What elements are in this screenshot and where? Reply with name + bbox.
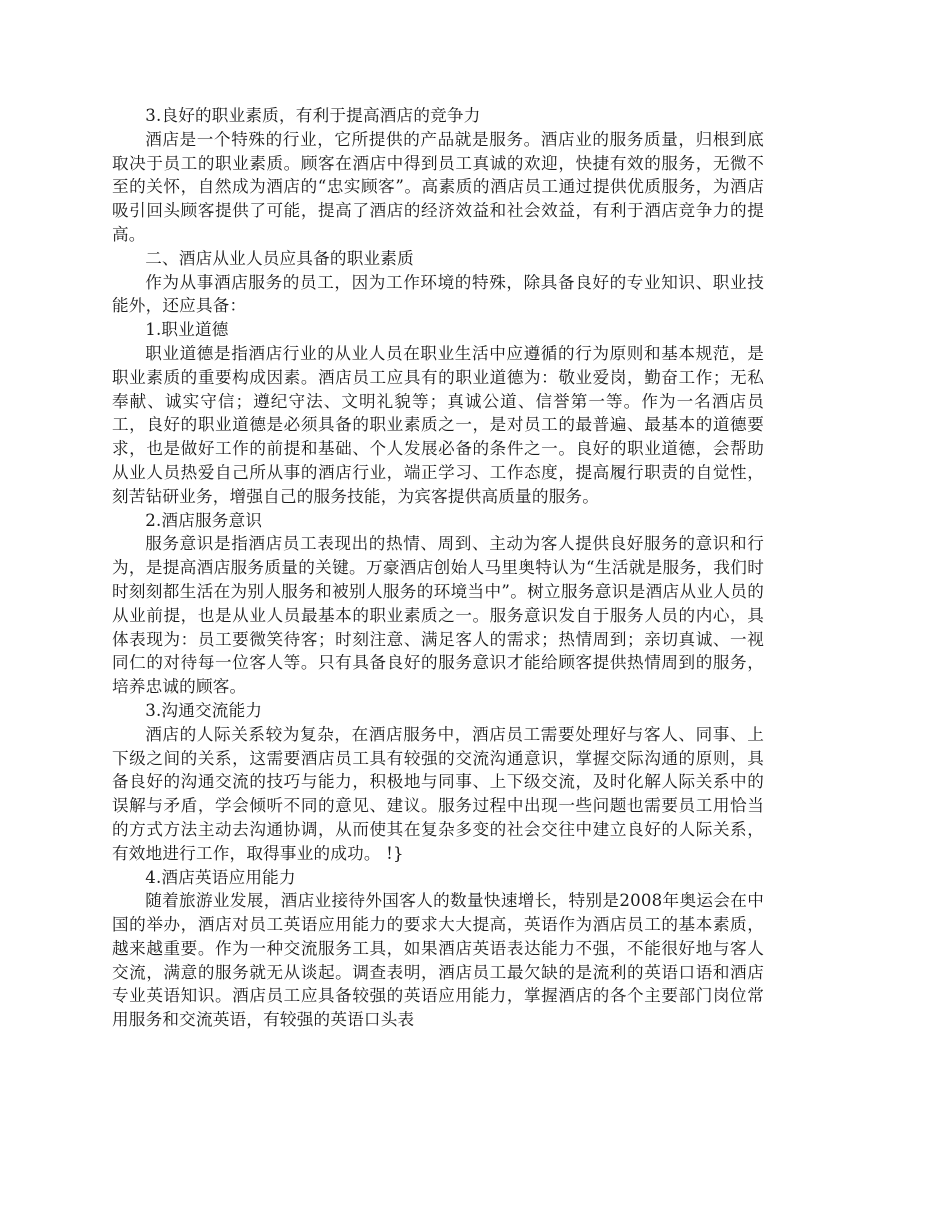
section-heading-qualities: 二、酒店从业人员应具备的职业素质 xyxy=(145,248,414,268)
paragraph-communication: 酒店的人际关系较为复杂，在酒店服务中，酒店员工需要处理好与客人、同事、上下级之间的关系，这需要酒店员工具有较强的交流沟通意识，掌握交际沟通的原则，具备良好的沟通交流的技巧与能力，积极地与同事、上下级交流，及时化解人际关系中的误解与矛盾，学会倾听不同的意见、建议。服务过程中出现一些问题也需要员工用恰当的方式方法主动去沟通协调，从而使其在复杂多变的社会交往中建立良好的人际关系，有效地进行工作，取得事业的成功。 !} xyxy=(112,724,764,863)
paragraph-service-quality: 酒店是一个特殊的行业，它所提供的产品就是服务。酒店业的服务质量，归根到底取决于员工的职业素质。顾客在酒店中得到员工真诚的欢迎，快捷有效的服务，无微不至的关怀，自然成为酒店的“忠实顾客”。高素质的酒店员工通过提供优质服务，为酒店吸引回头顾客提供了可能，提高了酒店的经济效益和社会效益，有利于酒店竞争力的提高。 xyxy=(112,129,764,244)
paragraph-english: 随着旅游业发展，酒店业接待外国客人的数量快速增长，特别是2008年奥运会在中国的举办，酒店对员工英语应用能力的要求大大提高，英语作为酒店员工的基本素质，越来越重要。作为一种交流服务工具，如果酒店英语表达能力不强，不能很好地与客人交流，满意的服务就无从谈起。调查表明，酒店员工最欠缺的是流利的英语口语和酒店专业英语知识。酒店员工应具备较强的英语应用能力，掌握酒店的各个主要部门岗位常用服务和交流英语，有较强的英语口头表 xyxy=(112,891,764,1030)
section-heading-competitiveness: 3.良好的职业素质，有利于提高酒店的竞争力 xyxy=(145,106,481,125)
subsection-heading-communication: 3.沟通交流能力 xyxy=(145,700,263,720)
subsection-heading-service-awareness: 2.酒店服务意识 xyxy=(145,510,263,530)
subsection-heading-english: 4.酒店英语应用能力 xyxy=(145,867,296,887)
document-page xyxy=(112,104,764,1032)
paragraph-service-awareness: 服务意识是指酒店员工表现出的热情、周到、主动为客人提供良好服务的意识和行为，是提高酒店服务质量的关键。万豪酒店创始人马里奥特认为“生活就是服务，我们时时刻刻都生活在为别人服务和被别人服务的环境当中”。树立服务意识是酒店从业人员的从业前提，也是从业人员最基本的职业素质之一。服务意识发自于服务人员的内心，具体表现为：员工要微笑待客；时刻注意、满足客人的需求；热情周到；亲切真诚、一视同仁的对待每一位客人等。只有具备良好的服务意识才能给顾客提供热情周到的服务，培养忠诚的顾客。 xyxy=(112,534,764,697)
paragraph-intro-qualities: 作为从事酒店服务的员工，因为工作环境的特殊，除具备良好的专业知识、职业技能外，还应具备： xyxy=(112,272,764,316)
subsection-heading-ethics: 1.职业道德 xyxy=(145,320,229,340)
paragraph-ethics: 职业道德是指酒店行业的从业人员在职业生活中应遵循的行为原则和基本规范，是职业素质的重要构成因素。酒店员工应具有的职业道德为：敬业爱岗，勤奋工作；无私奉献、诚实守信；遵纪守法、文明礼貌等；真诚公道、信誉第一等。作为一名酒店员工，良好的职业道德是必须具备的职业素质之一，是对员工的最普遍、最基本的道德要求，也是做好工作的前提和基础、个人发展必备的条件之一。良好的职业道德，会帮助从业人员热爱自己所从事的酒店行业，端正学习、工作态度，提高履行职责的自觉性，刻苦钻研业务，增强自己的服务技能，为宾客提供高质量的服务。 xyxy=(112,343,764,506)
